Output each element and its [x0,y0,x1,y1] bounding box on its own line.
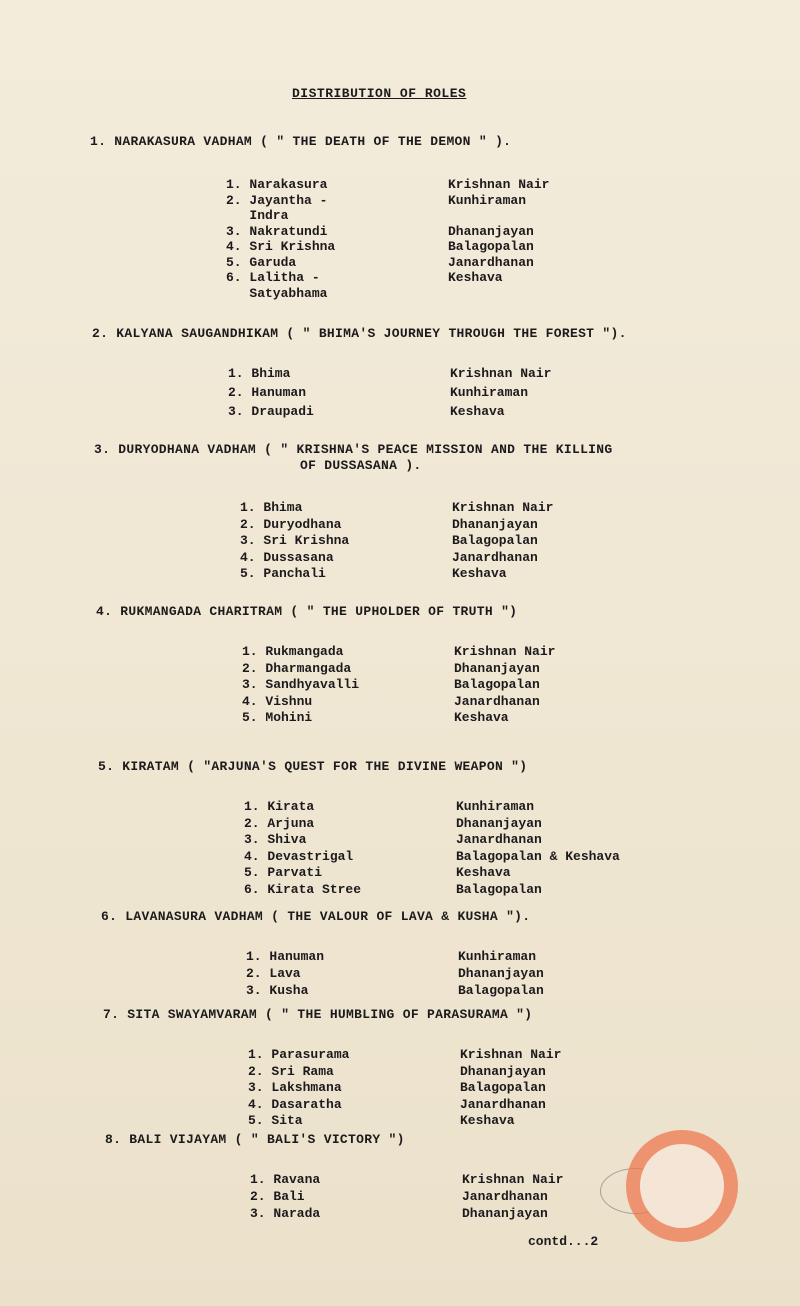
role-name: 2. Lava [246,966,301,981]
role-name: 1. Rukmangada [242,644,344,659]
role-name: 3. Sandhyavalli [242,677,360,692]
role-name: 3. Lakshmana [248,1080,342,1095]
role-name: 3. Sri Krishna [240,533,350,548]
actor-name: Balagopalan [458,983,544,998]
actor-name: Kunhiraman [458,949,537,964]
section-heading: 2. KALYANA SAUGANDHIKAM ( " BHIMA'S JOURNEY THROUGH THE FOREST "). [92,326,627,341]
role-name: 6. Kirata Stree [244,881,362,897]
role-name: 1. Ravana [250,1172,321,1187]
role-name: 4. Vishnu [242,693,313,709]
actor-name: Balagopalan [460,1080,546,1095]
role-name: 1. Kirata [244,799,315,814]
actor-name: Dhananjayan [448,223,534,239]
section-heading-continued: OF DUSSASANA ). [300,458,422,473]
actor-name: Balagopalan [454,677,540,692]
actor-name: Kunhiraman [456,799,535,814]
role-name: 4. Sri Krishna [226,239,336,254]
actor-name: Balagopalan & Keshava [456,848,620,864]
role-name: 5. Panchali [240,566,326,581]
role-name: 2. Arjuna [244,815,315,831]
continued-note: contd...2 [528,1234,599,1249]
role-name: 2. Duryodhana [240,516,342,532]
actor-name: Krishnan Nair [454,644,556,659]
role-name: Indra [226,208,289,223]
section-heading: 5. KIRATAM ( "ARJUNA'S QUEST FOR THE DIVINE WEAPON ") [98,759,528,774]
role-name: 6. Lalitha - [226,270,320,285]
page-title: DISTRIBUTION OF ROLES [292,86,467,101]
role-name: 4. Dussasana [240,549,334,565]
actor-name: Keshava [450,404,505,419]
role-name: 3. Narada [250,1206,321,1221]
role-name: 1. Hanuman [246,949,325,964]
role-name: 1. Bhima [240,500,303,515]
actor-name: Janardhanan [452,549,538,565]
section-heading: 4. RUKMANGADA CHARITRAM ( " THE UPHOLDER OF TRUTH ") [96,604,518,619]
actor-name: Krishnan Nair [450,366,552,381]
actor-name: Dhananjayan [456,815,542,831]
role-name: 2. Dharmangada [242,660,352,676]
actor-name: Krishnan Nair [460,1047,562,1062]
role-name: 3. Nakratundi [226,223,328,239]
role-name: 4. Devastrigal [244,848,354,864]
actor-name: Janardhanan [460,1096,546,1112]
role-name: 2. Sri Rama [248,1063,334,1079]
role-name: 3. Shiva [244,832,307,847]
role-name: 2. Hanuman [228,385,307,400]
role-name: 5. Parvati [244,865,323,880]
section-heading: 8. BALI VIJAYAM ( " BALI'S VICTORY ") [105,1132,405,1147]
role-name: 3. Draupadi [228,404,314,419]
actor-name: Krishnan Nair [448,177,550,192]
actor-name: Balagopalan [448,239,534,254]
actor-name: Keshava [454,710,509,725]
role-name: 1. Parasurama [248,1047,350,1062]
actor-name: Dhananjayan [454,660,540,676]
actor-name: Janardhanan [456,832,542,847]
actor-name: Kunhiraman [450,385,529,400]
actor-name: Janardhanan [462,1189,548,1204]
section-heading: 6. LAVANASURA VADHAM ( THE VALOUR OF LAVA & KUSHA "). [101,909,531,924]
actor-name: Dhananjayan [458,966,544,981]
role-name: Satyabhama [226,285,328,301]
role-name: 5. Mohini [242,710,313,725]
role-name: 2. Bali [250,1189,305,1204]
role-name: 5. Garuda [226,254,297,270]
actor-name: Dhananjayan [460,1063,546,1079]
actor-name: Kunhiraman [448,192,527,208]
actor-name: Janardhanan [448,254,534,270]
actor-name: Balagopalan [452,533,538,548]
role-name: 2. Jayantha - [226,192,328,208]
section-heading: 1. NARAKASURA VADHAM ( " THE DEATH OF THE DEMON " ). [90,134,512,149]
actor-name: Keshava [460,1113,515,1128]
actor-name: Keshava [456,865,511,880]
role-name: 1. Bhima [228,366,291,381]
actor-name: Dhananjayan [462,1206,548,1221]
role-name: 4. Dasaratha [248,1096,342,1112]
actor-name: Janardhanan [454,693,540,709]
role-name: 5. Sita [248,1113,303,1128]
role-name: 1. Narakasura [226,177,328,192]
actor-name: Dhananjayan [452,516,538,532]
actor-name: Keshava [448,270,503,285]
baldini-stamp-logo [626,1130,738,1242]
actor-name: Krishnan Nair [462,1172,564,1187]
actor-name: Balagopalan [456,881,542,897]
section-heading: 3. DURYODHANA VADHAM ( " KRISHNA'S PEACE MISSION AND THE KILLING [94,442,613,457]
actor-name: Keshava [452,566,507,581]
actor-name: Krishnan Nair [452,500,554,515]
section-heading: 7. SITA SWAYAMVARAM ( " THE HUMBLING OF PARASURAMA ") [103,1007,533,1022]
baldini-stamp-inner [640,1144,724,1228]
role-name: 3. Kusha [246,983,309,998]
